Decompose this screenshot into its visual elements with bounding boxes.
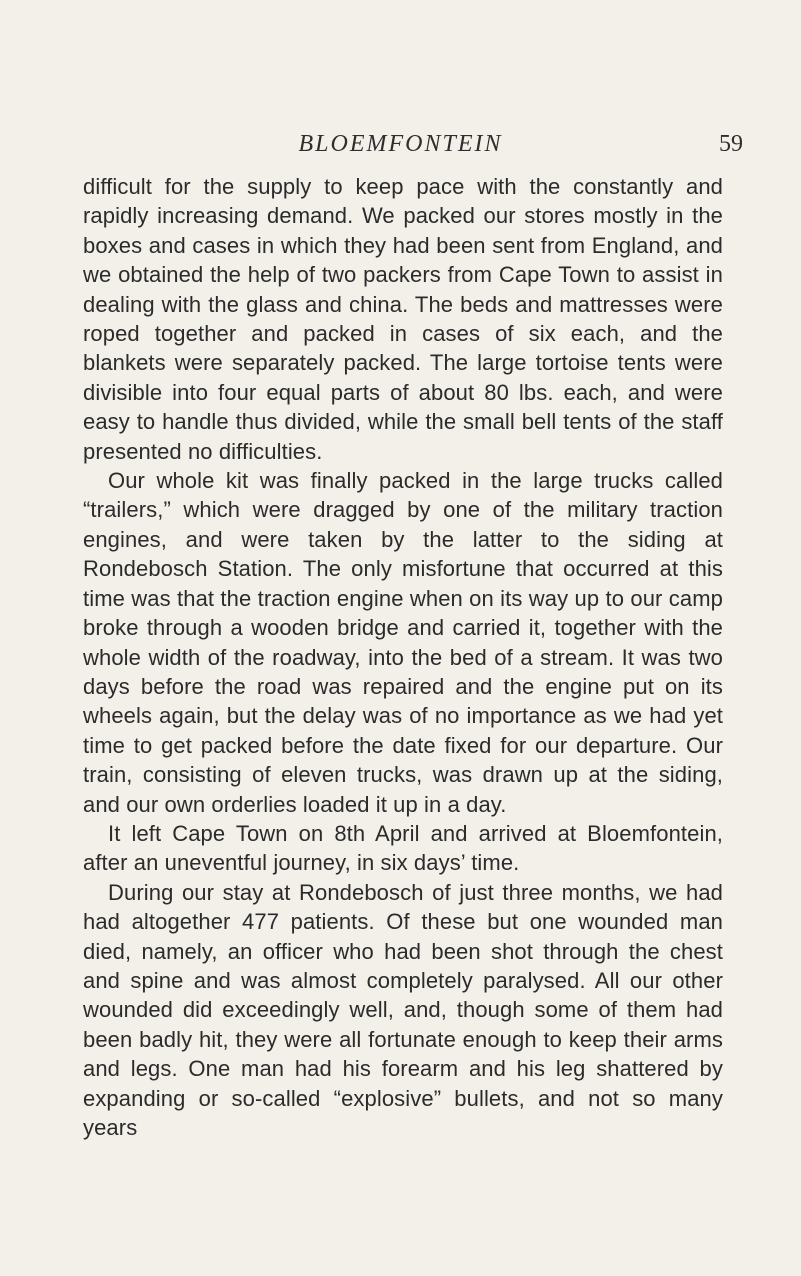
paragraph-2: Our whole kit was finally packed in the large trucks called “trailers,” which were dragged by one of the military traction engines, and were taken by the latter to the siding at Rondebosch Station. The only misfortune that occurred at this time was that the traction engine when on its way up to our camp broke through a wooden bridge and carried it, together with the whole width of the roadway, into the bed of a stream. It was two days before the road was repaired and the engine put on its wheels again, but the delay was of no importance as we had yet time to get packed before the date fixed for our departure. Our train, consisting of eleven trucks, was drawn up at the siding, and our own orderlies loaded it up in a day. [83, 468, 723, 817]
paragraph-4: During our stay at Rondebosch of just three months, we had had altogether 477 patients. Of these but one wounded man died, namely, an officer who had been shot through the chest and spine and was almost completely paralysed. All our other wounded did exceedingly well, and, though some of them had been badly hit, they were all fortunate enough to keep their arms and legs. One man had his forearm and his leg shattered by expanding or so-called “explosive” bullets, and not so many years [83, 879, 723, 1140]
running-head [0, 128, 801, 160]
paragraph-1: difficult for the supply to keep pace with the constantly and rapidly increasing demand. We packed our stores mostly in the boxes and cases in which they had been sent from England, and we obtained the help of two packers from Cape Town to assist in dealing with the glass and china. The beds and mattresses were roped together and packed in cases of six each, and the blankets were separately packed. The large tortoise tents were divisible into four equal parts of about 80 lbs. each, and were easy to handle thus divided, while the small bell tents of the staff presented no difficulties. [83, 174, 723, 464]
paragraph-3: It left Cape Town on 8th April and arrived at Bloemfontein, after an uneventful journey, in six days’ time. [83, 820, 723, 876]
running-title: BLOEMFONTEIN [298, 131, 503, 157]
page-number: 59 [719, 131, 743, 157]
body-text [83, 172, 723, 1142]
